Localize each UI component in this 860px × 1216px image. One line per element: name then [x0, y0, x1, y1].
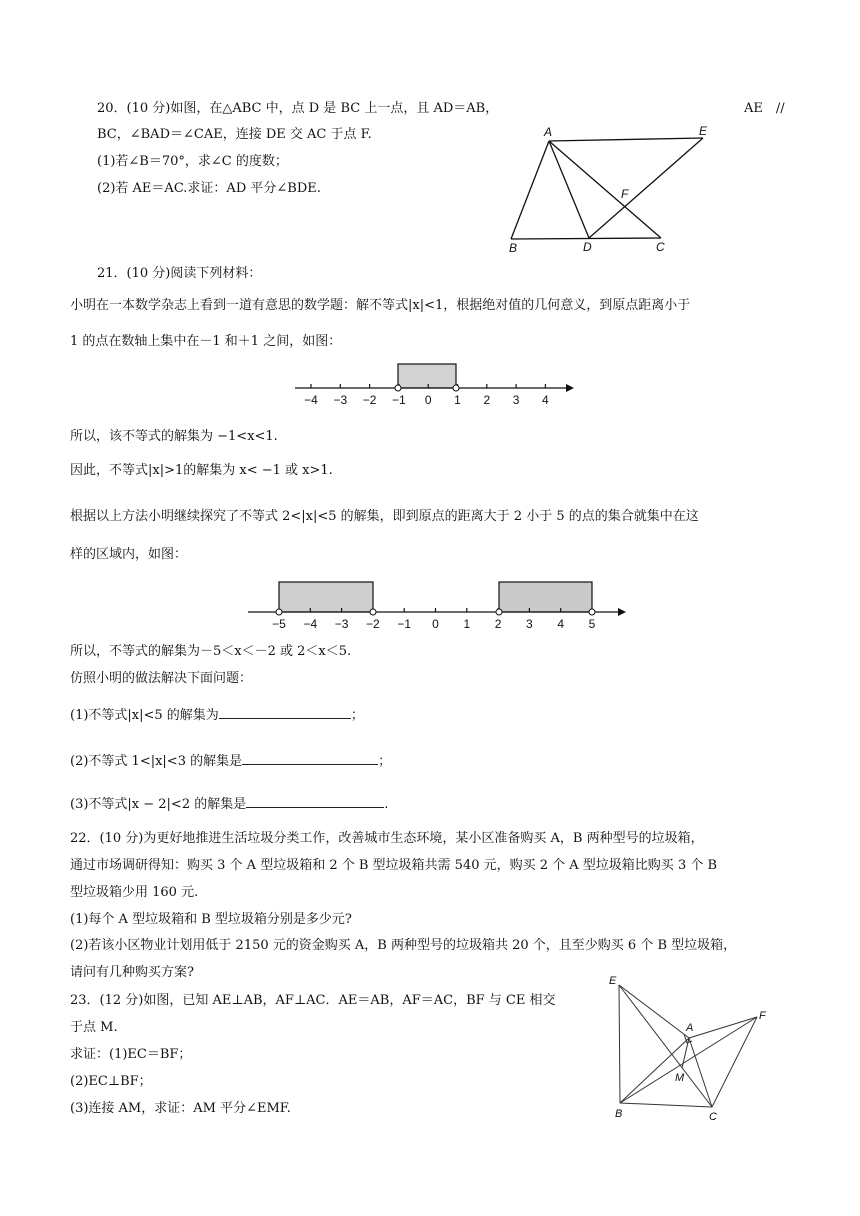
number-line-2-tick-label: 3 — [526, 617, 533, 631]
number-line-2-tick-label: 4 — [557, 617, 565, 631]
q22-part2a: (2)若该小区物业计划用低于 2150 元的资金购买 A，B 两种型号的垃圾箱共 20 个，且至少购买 6 个 B 型垃圾箱， — [70, 938, 737, 953]
number-line-1-tick-label: 2 — [483, 393, 491, 407]
q21-p1: 小明在一本数学杂志上看到一道有意思的数学题：解不等式|x|<1，根据绝对值的几何意义，到原点距离小于 — [70, 298, 691, 313]
q21-so1: 所以，该不等式的解集为 −1<x<1. — [70, 429, 278, 444]
q20-label-C: C — [656, 240, 665, 254]
q21-sub2-text: (2)不等式 1<|x|<3 的解集是 — [70, 754, 243, 769]
q23-label-C: C — [709, 1111, 717, 1123]
q21-so2: 因此，不等式|x|>1的解集为 x< −1 或 x>1. — [70, 463, 333, 478]
q21-line1: 21．(10 分)阅读下列材料： — [97, 266, 262, 281]
q22-part1: (1)每个 A 型垃圾箱和 B 型垃圾箱分别是多少元? — [70, 912, 352, 927]
q23-line3: 求证：(1)EC＝BF； — [70, 1047, 192, 1062]
number-line-1-tick-label: −2 — [362, 393, 377, 407]
q21-sub2-end: ； — [378, 754, 392, 769]
number-line-2-tick-label: −4 — [303, 617, 318, 631]
number-line-2-tick-label: −1 — [397, 617, 412, 631]
q21-sub3-end: . — [384, 797, 389, 812]
q20-label-F: F — [621, 187, 629, 201]
q20-part2: (2)若 AE＝AC.求证：AD 平分∠BDE. — [97, 181, 321, 196]
number-line-2-tick-label: 1 — [463, 617, 471, 631]
q23-label-A: A — [686, 1022, 694, 1034]
q20-label-E: E — [699, 124, 708, 138]
q23-label-M: M — [675, 1072, 685, 1084]
q20-line2: BC，∠BAD＝∠CAE，连接 DE 交 AC 于点 F. — [97, 127, 372, 142]
q21-so3: 所以，不等式的解集为－5＜x＜－2 或 2＜x＜5. — [70, 644, 352, 659]
number-line-2-tick-label: 5 — [588, 617, 596, 631]
q23-line4: (2)EC⊥BF； — [70, 1074, 152, 1089]
number-line-2-tick-label: 2 — [494, 617, 502, 631]
number-line-2-tick-label: −2 — [366, 617, 380, 631]
q20-line1: 20．(10 分)如图，在△ABC 中，点 D 是 BC 上一点，且 AD＝AB， — [97, 101, 499, 116]
q20-label-B: B — [509, 241, 518, 255]
number-line-1-tick-label: 3 — [512, 393, 520, 407]
number-line-2-tick-label: −5 — [272, 617, 286, 631]
number-line-2-tick-label: 0 — [432, 617, 439, 631]
q23-line1: 23．(12 分)如图，已知 AE⊥AB，AF⊥AC．AE＝AB，AF＝AC，BF 与 CE 相交 — [70, 993, 556, 1008]
q20-label-A: A — [544, 125, 553, 139]
q21-p4: 样的区域内，如图： — [70, 547, 188, 562]
q20-label-D: D — [583, 240, 592, 254]
number-line-1-tick-label: −4 — [304, 393, 318, 407]
number-line-2-tick-label: −3 — [334, 617, 349, 631]
q23-label-E: E — [609, 975, 617, 987]
q22-line3: 型垃圾箱少用 160 元. — [70, 885, 199, 900]
number-line-1-tick-label: −1 — [392, 393, 406, 407]
q21-imitate: 仿照小明的做法解决下面问题： — [70, 671, 253, 686]
q21-sub1-end: ； — [350, 708, 364, 723]
number-line-1-tick-label: −3 — [333, 393, 348, 407]
q20-line1-right: AE // — [744, 101, 785, 116]
q21-p3: 根据以上方法小明继续探究了不等式 2<|x|<5 的解集，即到原点的距离大于 2 小于 5 的点的集合就集中在这 — [70, 509, 699, 524]
q21-p2: 1 的点在数轴上集中在－1 和＋1 之间，如图： — [70, 334, 342, 349]
number-line-1-tick-label: 0 — [424, 393, 432, 407]
q20-part1: (1)若∠B＝70°，求∠C 的度数； — [97, 154, 288, 169]
q22-line2: 通过市场调研得知：购买 3 个 A 型垃圾箱和 2 个 B 型垃圾箱共需 540 元，购买 2 个 A 型垃圾箱比购买 3 个 B — [70, 858, 718, 873]
q23-line5: (3)连接 AM，求证：AM 平分∠EMF. — [70, 1101, 291, 1116]
number-line-1-tick-label: 1 — [454, 393, 461, 407]
q23-label-F: F — [759, 1010, 766, 1022]
q21-sub3-text: (3)不等式|x − 2|<2 的解集是 — [70, 797, 247, 812]
q23-label-B: B — [615, 1108, 623, 1120]
q23-line2: 于点 M. — [70, 1020, 118, 1035]
q22-part2b: 请问有几种购买方案? — [70, 965, 194, 980]
number-line-1-tick-label: 4 — [542, 393, 549, 407]
q21-sub1-text: (1)不等式|x|<5 的解集为 — [70, 708, 219, 723]
q22-line1: 22．(10 分)为更好地推进生活垃圾分类工作，改善城市生态环境，某小区准备购买 A，B 两种型号的垃圾箱， — [70, 831, 704, 846]
